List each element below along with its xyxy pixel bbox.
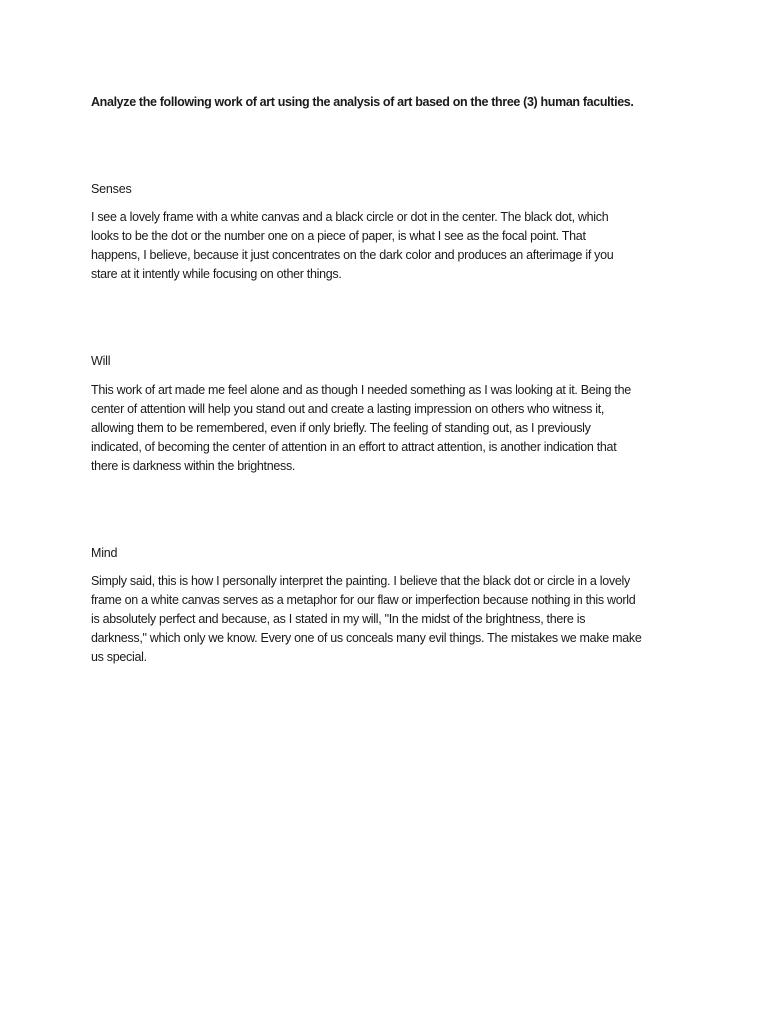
paragraph-line: there is darkness within the brightness.: [91, 459, 296, 473]
paragraph-line: is absolutely perfect and because, as I stated in my will, "In the midst of the brightness, there is: [91, 612, 586, 626]
paragraph-line: darkness," which only we know. Every one of us conceals many evil things. The mistakes we make make: [91, 631, 642, 645]
paragraph-line: allowing them to be remembered, even if only briefly. The feeling of standing out, as I previously: [91, 421, 591, 435]
paragraph-line: center of attention will help you stand out and create a lasting impression on others who witness it,: [91, 402, 605, 416]
paragraph-line: indicated, of becoming the center of attention in an effort to attract attention, is another indication that: [91, 440, 617, 454]
paragraph-line: I see a lovely frame with a white canvas and a black circle or dot in the center. The black dot, which: [91, 210, 609, 224]
paragraph-line: This work of art made me feel alone and as though I needed something as I was looking at it. Being the: [91, 383, 631, 397]
section-heading-mind: Mind: [91, 546, 118, 560]
paragraph-line: happens, I believe, because it just concentrates on the dark color and produces an afterimage if you: [91, 248, 614, 262]
paragraph-line: frame on a white canvas serves as a metaphor for our flaw or imperfection because nothing in this world: [91, 593, 636, 607]
section-heading-will: Will: [91, 354, 111, 368]
section-body-senses: [91, 208, 691, 284]
paragraph-line: looks to be the dot or the number one on a piece of paper, is what I see as the focal point. That: [91, 229, 586, 243]
section-heading-senses: Senses: [91, 182, 132, 196]
paragraph-line: Simply said, this is how I personally interpret the painting. I believe that the black dot or circle in a lovely: [91, 574, 630, 588]
section-body-will: [91, 381, 691, 476]
section-body-mind: [91, 572, 691, 667]
paragraph-line: stare at it intently while focusing on other things.: [91, 267, 342, 281]
assignment-prompt: Analyze the following work of art using the analysis of art based on the three (3) human faculties.: [91, 95, 634, 109]
paragraph-line: us special.: [91, 650, 147, 664]
